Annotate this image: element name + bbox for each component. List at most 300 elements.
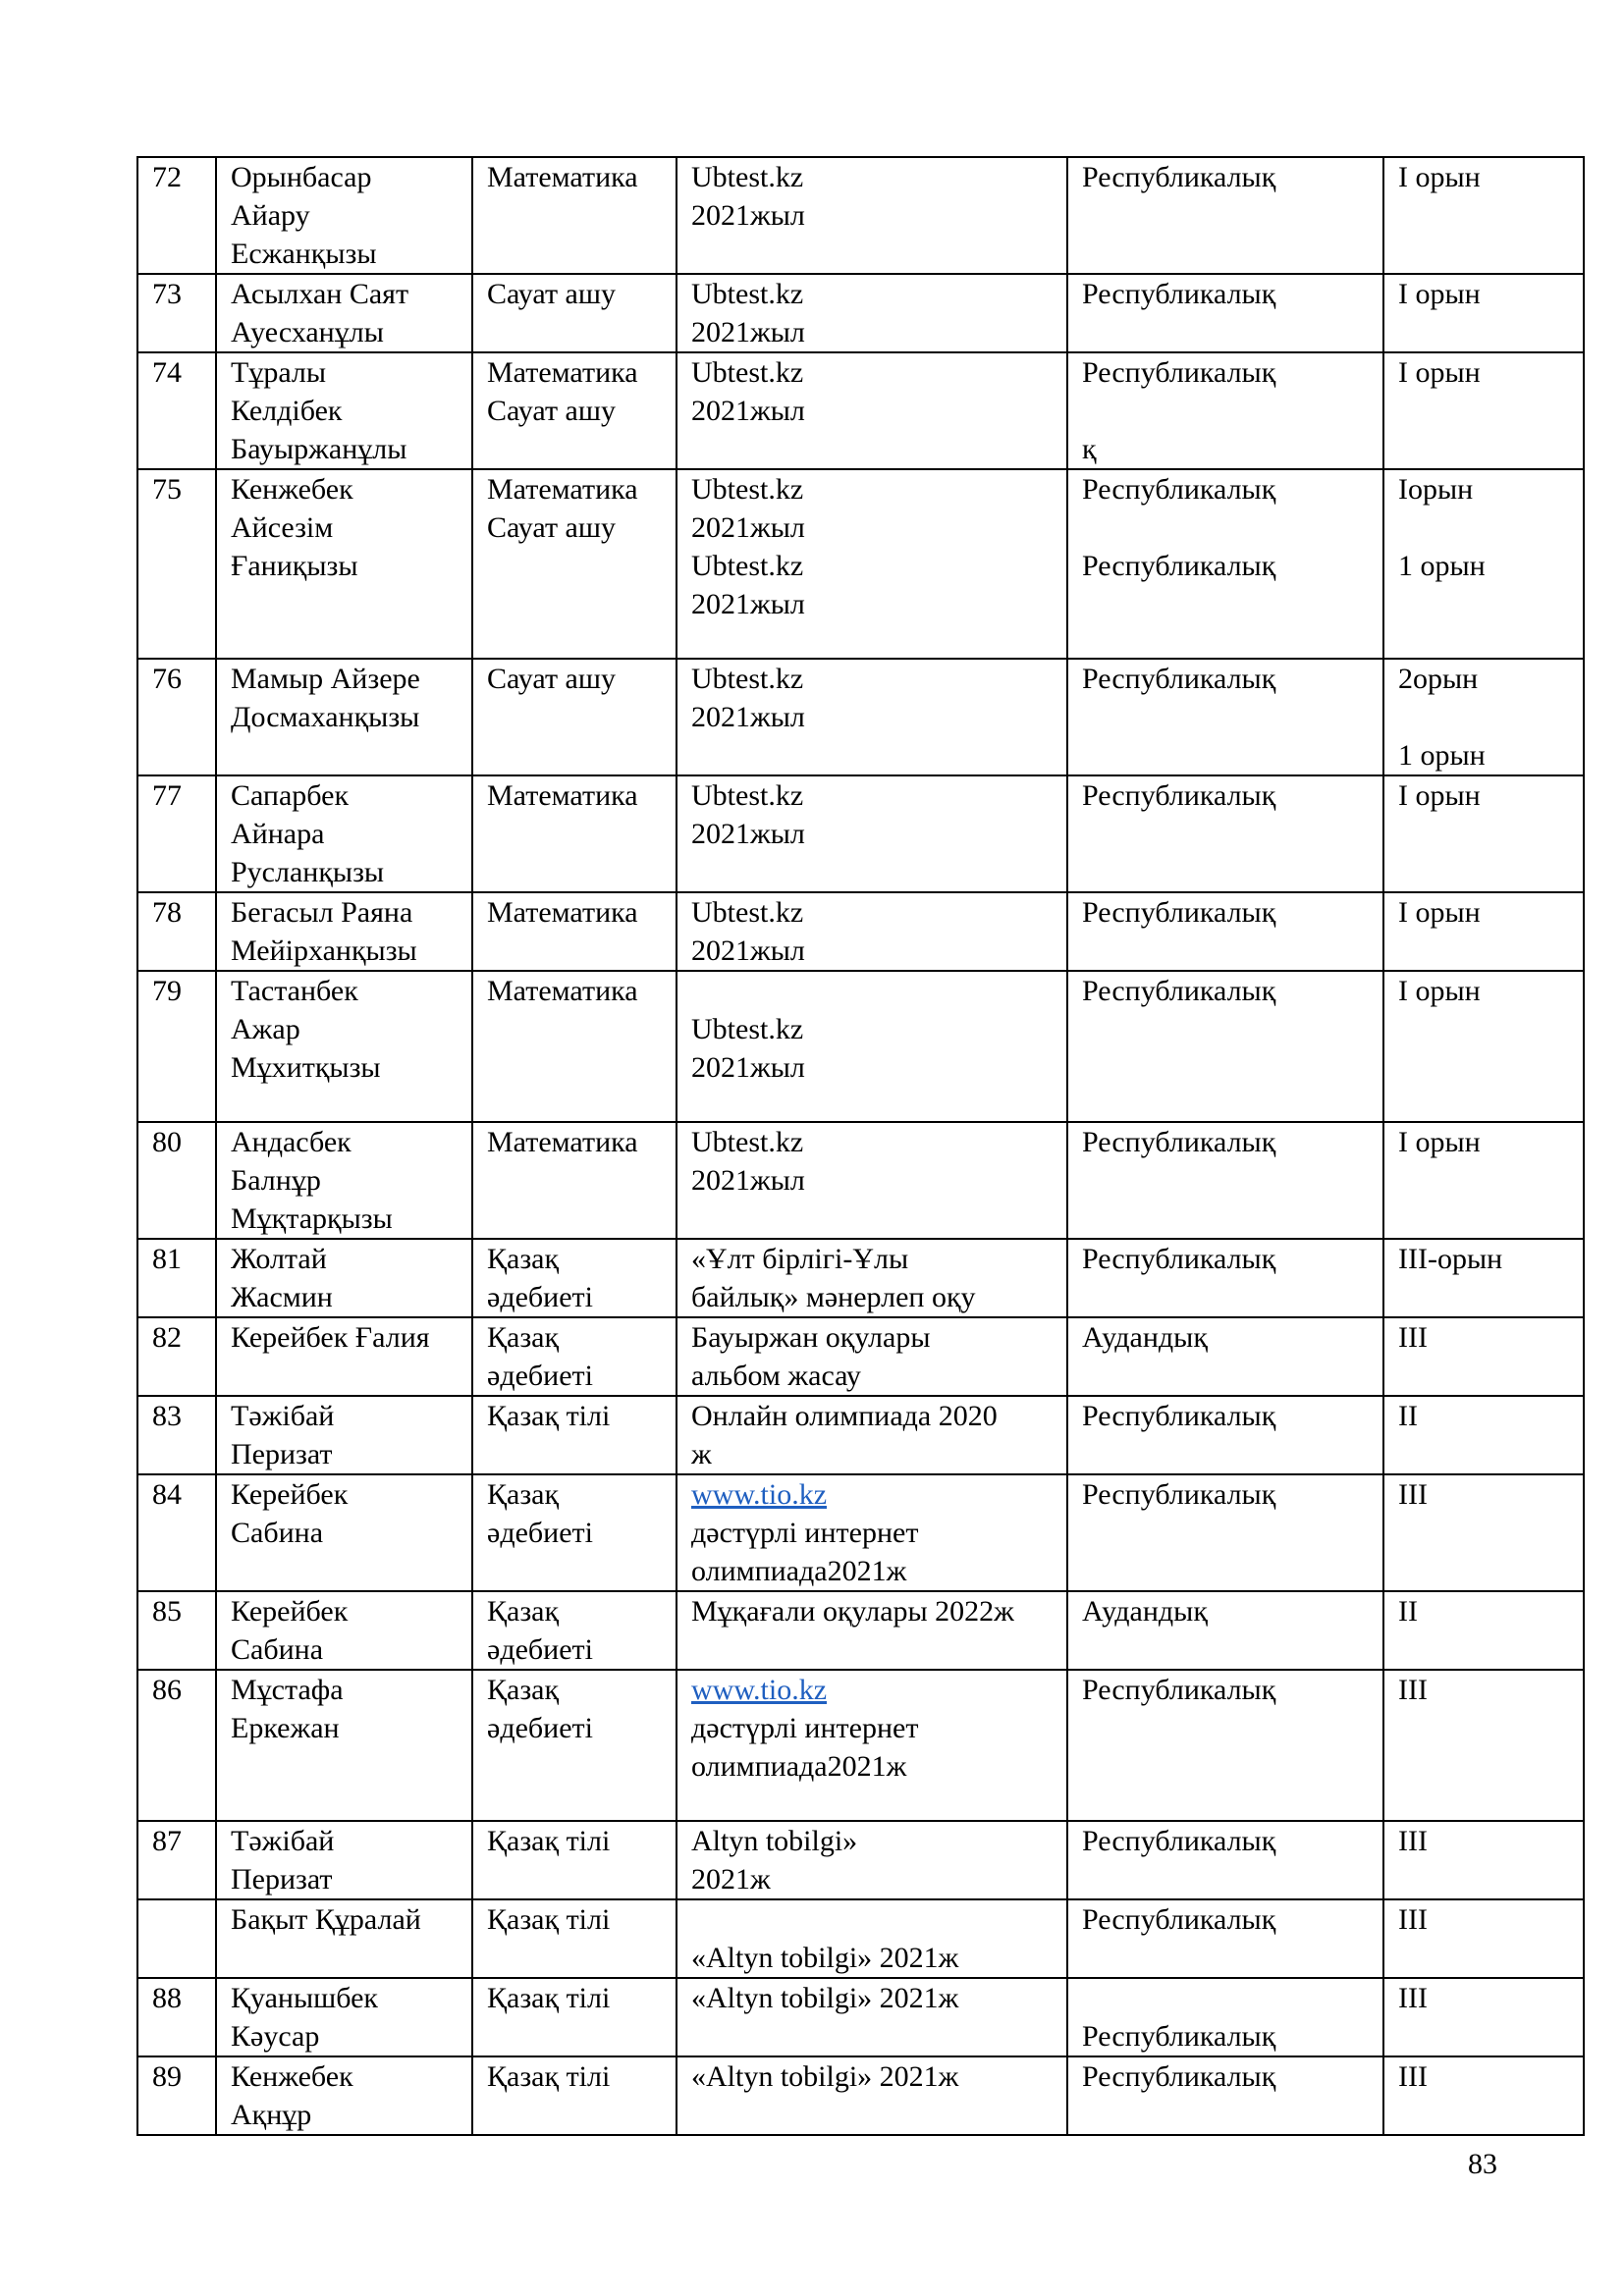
subject-cell-text: Математика xyxy=(487,356,638,389)
place-cell xyxy=(1383,1978,1584,2056)
table-row xyxy=(137,1239,1584,1317)
student-name-cell-text: Бегасыл Раяна xyxy=(231,896,413,929)
row-number-cell xyxy=(137,157,216,274)
student-name-cell-text: Орынбасар xyxy=(231,161,372,193)
level-cell xyxy=(1067,469,1383,659)
row-number-cell-text: 78 xyxy=(152,896,182,929)
row-number-cell xyxy=(137,892,216,971)
event-cell-text: байлық» мәнерлеп оқу xyxy=(691,1281,976,1313)
row-number-cell xyxy=(137,2056,216,2135)
table-row xyxy=(137,1396,1584,1474)
row-number-cell-text: 83 xyxy=(152,1400,182,1432)
subject-cell-text: Математика xyxy=(487,161,638,193)
row-number-cell-text xyxy=(152,1900,203,1939)
row-number-cell-text: 88 xyxy=(152,1982,182,2014)
event-cell xyxy=(677,1899,1067,1978)
place-cell xyxy=(1383,1396,1584,1474)
subject-cell xyxy=(472,1474,677,1591)
level-cell-text: Республикалық xyxy=(1082,473,1276,506)
student-name-cell-text: Керейбек Ғалия xyxy=(231,1321,430,1354)
event-cell xyxy=(677,1317,1067,1396)
event-cell-text: 2021жыл xyxy=(691,588,805,620)
student-name-cell-text: Мейірханқызы xyxy=(231,934,417,967)
place-cell xyxy=(1383,2056,1584,2135)
subject-cell xyxy=(472,1978,677,2056)
subject-cell-text: әдебиеті xyxy=(487,1517,593,1549)
subject-cell-text: Сауат ашу xyxy=(487,511,616,544)
event-cell-text: Бауыржан оқулары xyxy=(691,1321,931,1354)
row-number-cell xyxy=(137,1239,216,1317)
level-cell-text xyxy=(1082,392,1371,430)
student-name-cell xyxy=(216,892,472,971)
level-cell xyxy=(1067,274,1383,352)
subject-cell-text: Қазақ xyxy=(487,1321,560,1354)
place-cell-text: І орын xyxy=(1398,278,1481,310)
student-name-cell-text: Мұхитқызы xyxy=(231,1051,381,1084)
student-name-cell xyxy=(216,1821,472,1899)
subject-cell xyxy=(472,2056,677,2135)
student-name-cell-text: Бауыржанұлы xyxy=(231,433,407,465)
student-name-cell xyxy=(216,157,472,274)
table-row xyxy=(137,1317,1584,1396)
student-name-cell xyxy=(216,1591,472,1670)
subject-cell xyxy=(472,971,677,1122)
place-cell-text: ІІІ xyxy=(1398,1674,1428,1706)
row-number-cell-text: 80 xyxy=(152,1126,182,1158)
level-cell-text: Республикалық xyxy=(1082,356,1276,389)
place-cell xyxy=(1383,1670,1584,1821)
event-cell-text: 2021жыл xyxy=(691,511,805,544)
place-cell-text xyxy=(1398,698,1571,736)
row-number-cell xyxy=(137,1122,216,1239)
event-cell-text: дәстүрлі интернет xyxy=(691,1712,919,1744)
subject-cell-text: Қазақ xyxy=(487,1243,560,1275)
place-cell xyxy=(1383,892,1584,971)
event-cell-text: 2021ж xyxy=(691,1863,771,1896)
row-number-cell xyxy=(137,469,216,659)
event-cell-text: Ubtest.kz xyxy=(691,473,804,506)
event-cell-text: 2021жыл xyxy=(691,316,805,348)
row-number-cell xyxy=(137,1317,216,1396)
student-name-cell-text: Мұстафа xyxy=(231,1674,344,1706)
subject-cell-text: әдебиеті xyxy=(487,1360,593,1392)
event-cell-text: «Altyn tobilgi» 2021ж xyxy=(691,2060,959,2093)
student-name-cell xyxy=(216,775,472,892)
subject-cell-text: Қазақ тілі xyxy=(487,1982,611,2014)
place-cell xyxy=(1383,1591,1584,1670)
level-cell-text: Республикалық xyxy=(1082,779,1276,812)
row-number-cell xyxy=(137,775,216,892)
row-number-cell-text: 74 xyxy=(152,356,182,389)
event-cell-text: «Ұлт бірлігі-Ұлы xyxy=(691,1243,909,1275)
event-cell xyxy=(677,775,1067,892)
row-number-cell-text: 73 xyxy=(152,278,182,310)
student-name-cell xyxy=(216,469,472,659)
event-cell xyxy=(677,1978,1067,2056)
student-name-cell-text: Кәусар xyxy=(231,2020,320,2053)
level-cell-text: Республикалық xyxy=(1082,663,1276,695)
level-cell xyxy=(1067,1670,1383,1821)
subject-cell-text: әдебиеті xyxy=(487,1633,593,1666)
event-cell-text: 2021жыл xyxy=(691,1164,805,1197)
subject-cell-text: Қазақ xyxy=(487,1674,560,1706)
student-name-cell-text: Келдібек xyxy=(231,395,343,427)
place-cell-text: І орын xyxy=(1398,356,1481,389)
event-cell xyxy=(677,274,1067,352)
student-name-cell xyxy=(216,971,472,1122)
subject-cell xyxy=(472,1317,677,1396)
results-table xyxy=(136,156,1585,2136)
place-cell xyxy=(1383,659,1584,775)
event-cell xyxy=(677,1122,1067,1239)
level-cell xyxy=(1067,2056,1383,2135)
student-name-cell xyxy=(216,1317,472,1396)
event-cell xyxy=(677,1474,1067,1591)
subject-cell-text: Математика xyxy=(487,975,638,1007)
table-row xyxy=(137,1821,1584,1899)
event-cell-text: Ubtest.kz xyxy=(691,356,804,389)
level-cell-text: Республикалық xyxy=(1082,550,1276,582)
level-cell xyxy=(1067,971,1383,1122)
level-cell xyxy=(1067,157,1383,274)
page-number: 83 xyxy=(1468,2148,1497,2180)
student-name-cell-text: Перизат xyxy=(231,1438,333,1470)
level-cell xyxy=(1067,892,1383,971)
place-cell-text: ІІІ xyxy=(1398,2060,1428,2093)
table-row xyxy=(137,157,1584,274)
row-number-cell-text: 86 xyxy=(152,1674,182,1706)
subject-cell xyxy=(472,1591,677,1670)
subject-cell xyxy=(472,659,677,775)
student-name-cell-text: Тәжібай xyxy=(231,1400,335,1432)
level-cell xyxy=(1067,1317,1383,1396)
row-number-cell xyxy=(137,1978,216,2056)
event-cell-text: дәстүрлі интернет xyxy=(691,1517,919,1549)
row-number-cell xyxy=(137,1396,216,1474)
level-cell xyxy=(1067,1591,1383,1670)
table-row xyxy=(137,892,1584,971)
place-cell-text: І орын xyxy=(1398,1126,1481,1158)
event-cell-text: Ubtest.kz xyxy=(691,896,804,929)
subject-cell-text: Қазақ тілі xyxy=(487,1903,611,1936)
place-cell-text: І орын xyxy=(1398,975,1481,1007)
level-cell-text: қ xyxy=(1082,433,1097,465)
table-row xyxy=(137,1978,1584,2056)
student-name-cell-text: Жасмин xyxy=(231,1281,333,1313)
subject-cell xyxy=(472,1122,677,1239)
row-number-cell xyxy=(137,971,216,1122)
place-cell xyxy=(1383,1821,1584,1899)
student-name-cell-text: Ақнұр xyxy=(231,2099,312,2131)
event-cell-text: 2021жыл xyxy=(691,934,805,967)
subject-cell-text: Қазақ xyxy=(487,1595,560,1628)
website-link[interactable]: www.tio.kz xyxy=(691,1674,828,1706)
subject-cell xyxy=(472,352,677,469)
subject-cell-text: Қазақ тілі xyxy=(487,1400,611,1432)
student-name-cell-text: Мұқтарқызы xyxy=(231,1202,393,1235)
place-cell xyxy=(1383,1899,1584,1978)
student-name-cell-text: Балнұр xyxy=(231,1164,321,1197)
student-name-cell xyxy=(216,352,472,469)
student-name-cell xyxy=(216,1396,472,1474)
table-row xyxy=(137,274,1584,352)
level-cell xyxy=(1067,1978,1383,2056)
table-row xyxy=(137,1122,1584,1239)
place-cell xyxy=(1383,1122,1584,1239)
row-number-cell-text: 84 xyxy=(152,1478,182,1511)
event-cell-text: Ubtest.kz xyxy=(691,550,804,582)
event-cell-text: Ubtest.kz xyxy=(691,779,804,812)
level-cell-text xyxy=(1082,508,1371,547)
event-cell-text: Мұқағали оқулары 2022ж xyxy=(691,1595,1014,1628)
table-row xyxy=(137,1899,1584,1978)
event-cell xyxy=(677,1239,1067,1317)
subject-cell xyxy=(472,469,677,659)
subject-cell-text: әдебиеті xyxy=(487,1281,593,1313)
place-cell-text: 1 орын xyxy=(1398,739,1486,772)
place-cell-text xyxy=(1398,508,1571,547)
subject-cell-text: Математика xyxy=(487,779,638,812)
student-name-cell-text: Еркежан xyxy=(231,1712,340,1744)
place-cell xyxy=(1383,971,1584,1122)
place-cell xyxy=(1383,352,1584,469)
subject-cell-text: Математика xyxy=(487,1126,638,1158)
place-cell-text: ІІІ xyxy=(1398,1478,1428,1511)
place-cell xyxy=(1383,1474,1584,1591)
table-row xyxy=(137,659,1584,775)
student-name-cell-text: Тастанбек xyxy=(231,975,358,1007)
event-cell-text: Ubtest.kz xyxy=(691,1013,804,1045)
event-cell-text: «Altyn tobilgi» 2021ж xyxy=(691,1982,959,2014)
place-cell-text: ІІ xyxy=(1398,1595,1418,1628)
level-cell xyxy=(1067,1474,1383,1591)
level-cell-text: Республикалық xyxy=(1082,1126,1276,1158)
place-cell-text: ІІІ xyxy=(1398,1903,1428,1936)
event-cell xyxy=(677,157,1067,274)
place-cell-text: ІІІ xyxy=(1398,1825,1428,1857)
row-number-cell xyxy=(137,1821,216,1899)
row-number-cell xyxy=(137,1899,216,1978)
event-cell xyxy=(677,2056,1067,2135)
table-row xyxy=(137,352,1584,469)
place-cell xyxy=(1383,274,1584,352)
row-number-cell xyxy=(137,352,216,469)
results-table-body xyxy=(137,157,1584,2135)
place-cell-text: 2орын xyxy=(1398,663,1479,695)
level-cell-text: Республикалық xyxy=(1082,1903,1276,1936)
place-cell-text: І орын xyxy=(1398,779,1481,812)
student-name-cell-text: Жолтай xyxy=(231,1243,327,1275)
subject-cell-text: Сауат ашу xyxy=(487,395,616,427)
student-name-cell-text: Қуанышбек xyxy=(231,1982,378,2014)
student-name-cell-text: Айсезім xyxy=(231,511,334,544)
place-cell-text: ІІІ-орын xyxy=(1398,1243,1503,1275)
level-cell-text: Республикалық xyxy=(1082,1478,1276,1511)
place-cell xyxy=(1383,469,1584,659)
subject-cell-text: әдебиеті xyxy=(487,1712,593,1744)
student-name-cell-text: Русланқызы xyxy=(231,856,385,888)
level-cell xyxy=(1067,659,1383,775)
level-cell xyxy=(1067,775,1383,892)
table-row xyxy=(137,469,1584,659)
subject-cell-text: Сауат ашу xyxy=(487,278,616,310)
subject-cell-text: Сауат ашу xyxy=(487,663,616,695)
student-name-cell-text: Асылхан Саят xyxy=(231,278,409,310)
student-name-cell-text: Ауесханұлы xyxy=(231,316,384,348)
student-name-cell-text: Досмаханқызы xyxy=(231,701,420,733)
level-cell-text: Республикалық xyxy=(1082,1243,1276,1275)
student-name-cell-text: Керейбек xyxy=(231,1595,349,1628)
level-cell xyxy=(1067,1899,1383,1978)
row-number-cell-text: 87 xyxy=(152,1825,182,1857)
subject-cell-text: Математика xyxy=(487,896,638,929)
student-name-cell-text: Мамыр Айзере xyxy=(231,663,420,695)
student-name-cell-text: Сабина xyxy=(231,1517,324,1549)
student-name-cell-text: Сабина xyxy=(231,1633,324,1666)
website-link[interactable]: www.tio.kz xyxy=(691,1478,828,1511)
student-name-cell xyxy=(216,1978,472,2056)
level-cell-text: Республикалық xyxy=(1082,1825,1276,1857)
subject-cell xyxy=(472,892,677,971)
event-cell-text: олимпиада2021ж xyxy=(691,1750,907,1783)
student-name-cell-text: Ажар xyxy=(231,1013,300,1045)
student-name-cell xyxy=(216,1239,472,1317)
row-number-cell xyxy=(137,1670,216,1821)
student-name-cell-text: Тұралы xyxy=(231,356,327,389)
level-cell-text: Республикалық xyxy=(1082,2020,1276,2053)
student-name-cell-text: Тәжібай xyxy=(231,1825,335,1857)
row-number-cell-text: 85 xyxy=(152,1595,182,1628)
student-name-cell-text: Перизат xyxy=(231,1863,333,1896)
place-cell-text: І орын xyxy=(1398,161,1481,193)
event-cell-text: Онлайн олимпиада 2020 xyxy=(691,1400,998,1432)
row-number-cell xyxy=(137,1474,216,1591)
row-number-cell xyxy=(137,274,216,352)
table-row xyxy=(137,775,1584,892)
row-number-cell xyxy=(137,659,216,775)
event-cell-text: 2021жыл xyxy=(691,395,805,427)
table-row xyxy=(137,1670,1584,1821)
student-name-cell xyxy=(216,1122,472,1239)
row-number-cell-text: 81 xyxy=(152,1243,182,1275)
subject-cell xyxy=(472,1821,677,1899)
table-row xyxy=(137,1591,1584,1670)
level-cell xyxy=(1067,1396,1383,1474)
event-cell-text: олимпиада2021ж xyxy=(691,1555,907,1587)
row-number-cell-text: 72 xyxy=(152,161,182,193)
table-row xyxy=(137,971,1584,1122)
student-name-cell-text: Есжанқызы xyxy=(231,238,377,270)
place-cell xyxy=(1383,1317,1584,1396)
student-name-cell-text: Кенжебек xyxy=(231,473,353,506)
row-number-cell-text: 82 xyxy=(152,1321,182,1354)
student-name-cell-text: Бақыт Құралай xyxy=(231,1903,421,1936)
place-cell xyxy=(1383,157,1584,274)
event-cell-text: «Altyn tobilgi» 2021ж xyxy=(691,1942,959,1974)
place-cell-text: І орын xyxy=(1398,896,1481,929)
event-cell-text xyxy=(691,972,1055,1010)
subject-cell xyxy=(472,1396,677,1474)
place-cell-text: 1 орын xyxy=(1398,550,1486,582)
place-cell xyxy=(1383,775,1584,892)
student-name-cell-text: Айнара xyxy=(231,818,325,850)
event-cell-text: 2021жыл xyxy=(691,1051,805,1084)
event-cell xyxy=(677,659,1067,775)
place-cell-text: ІІІ xyxy=(1398,1982,1428,2014)
level-cell-text: Аудандық xyxy=(1082,1321,1208,1354)
event-cell xyxy=(677,892,1067,971)
event-cell xyxy=(677,1396,1067,1474)
event-cell-text: Altyn tobilgi» xyxy=(691,1825,858,1857)
table-row xyxy=(137,2056,1584,2135)
table-row xyxy=(137,1474,1584,1591)
subject-cell-text: Математика xyxy=(487,473,638,506)
level-cell xyxy=(1067,352,1383,469)
level-cell-text xyxy=(1082,1979,1371,2017)
subject-cell xyxy=(472,1239,677,1317)
place-cell-text: ІІ xyxy=(1398,1400,1418,1432)
event-cell-text: 2021жыл xyxy=(691,199,805,232)
student-name-cell xyxy=(216,1670,472,1821)
level-cell-text: Аудандық xyxy=(1082,1595,1208,1628)
subject-cell-text: Қазақ тілі xyxy=(487,2060,611,2093)
student-name-cell xyxy=(216,1899,472,1978)
level-cell-text: Республикалық xyxy=(1082,896,1276,929)
place-cell xyxy=(1383,1239,1584,1317)
place-cell-text: Іорын xyxy=(1398,473,1474,506)
row-number-cell-text: 76 xyxy=(152,663,182,695)
place-cell-text: ІІІ xyxy=(1398,1321,1428,1354)
level-cell-text: Республикалық xyxy=(1082,161,1276,193)
event-cell xyxy=(677,352,1067,469)
subject-cell xyxy=(472,274,677,352)
subject-cell-text: Қазақ xyxy=(487,1478,560,1511)
event-cell-text: Ubtest.kz xyxy=(691,1126,804,1158)
row-number-cell xyxy=(137,1591,216,1670)
event-cell xyxy=(677,1591,1067,1670)
level-cell-text: Республикалық xyxy=(1082,278,1276,310)
student-name-cell-text: Айару xyxy=(231,199,310,232)
row-number-cell-text: 75 xyxy=(152,473,182,506)
event-cell-text: Ubtest.kz xyxy=(691,278,804,310)
row-number-cell-text: 79 xyxy=(152,975,182,1007)
event-cell xyxy=(677,971,1067,1122)
event-cell-text: 2021жыл xyxy=(691,818,805,850)
level-cell-text: Республикалық xyxy=(1082,1400,1276,1432)
student-name-cell xyxy=(216,659,472,775)
subject-cell xyxy=(472,157,677,274)
event-cell xyxy=(677,1670,1067,1821)
event-cell-text: Ubtest.kz xyxy=(691,161,804,193)
level-cell xyxy=(1067,1239,1383,1317)
student-name-cell xyxy=(216,2056,472,2135)
level-cell xyxy=(1067,1821,1383,1899)
level-cell-text: Республикалық xyxy=(1082,1674,1276,1706)
subject-cell xyxy=(472,775,677,892)
subject-cell xyxy=(472,1899,677,1978)
student-name-cell-text: Керейбек xyxy=(231,1478,349,1511)
student-name-cell xyxy=(216,1474,472,1591)
event-cell xyxy=(677,1821,1067,1899)
subject-cell xyxy=(472,1670,677,1821)
student-name-cell-text: Андасбек xyxy=(231,1126,352,1158)
level-cell xyxy=(1067,1122,1383,1239)
row-number-cell-text: 89 xyxy=(152,2060,182,2093)
event-cell-text: ж xyxy=(691,1438,712,1470)
level-cell-text: Республикалық xyxy=(1082,975,1276,1007)
student-name-cell-text: Сапарбек xyxy=(231,779,350,812)
student-name-cell xyxy=(216,274,472,352)
